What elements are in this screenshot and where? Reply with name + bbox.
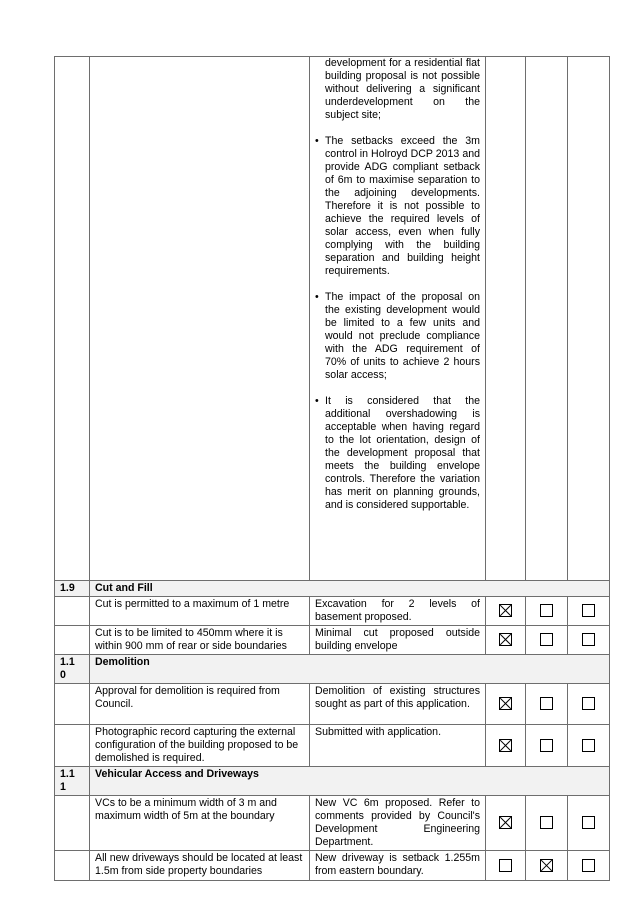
- control-text: Photographic record capturing the external configuration of the building proposed to be demolished is required.: [90, 725, 310, 767]
- continued-row: [55, 57, 610, 581]
- checkbox-icon[interactable]: [582, 604, 595, 617]
- section-number: 1.9: [55, 581, 90, 597]
- table-row: [55, 626, 610, 655]
- section-header: [55, 655, 610, 684]
- proposal-text: Minimal cut proposed outside building envelope: [310, 626, 486, 655]
- section-header: [55, 581, 610, 597]
- control-text: Cut is to be limited to 450mm where it is within 900 mm of rear or side boundaries: [90, 626, 310, 655]
- control-text: Cut is permitted to a maximum of 1 metre: [90, 597, 310, 626]
- proposal-text: New VC 6m proposed. Refer to comments provided by Council's Development Engineering Department.: [310, 796, 486, 851]
- control-text: Approval for demolition is required from Council.: [90, 684, 310, 725]
- control-text: VCs to be a minimum width of 3 m and maximum width of 5m at the boundary: [90, 796, 310, 851]
- proposal-text: Excavation for 2 levels of basement proposed.: [310, 597, 486, 626]
- section-title: Cut and Fill: [90, 581, 610, 597]
- table-row: [55, 851, 610, 881]
- justification-list: [315, 57, 480, 512]
- checked-box-icon[interactable]: [499, 697, 512, 710]
- section-title: Vehicular Access and Driveways: [90, 767, 610, 796]
- checkbox-icon[interactable]: [540, 604, 553, 617]
- checkbox-icon[interactable]: [582, 739, 595, 752]
- table-row: [55, 597, 610, 626]
- checkbox-icon[interactable]: [582, 816, 595, 829]
- table-row: [55, 684, 610, 725]
- list-item: • The impact of the proposal on the existing development would be limited to a few units and would not preclude compliance with the ADG requirement of 70% of units to achieve 2 hours solar access;: [315, 291, 480, 382]
- checkbox-icon[interactable]: [540, 739, 553, 752]
- section-number: 1.1 0: [55, 655, 90, 684]
- control-text: All new driveways should be located at least 1.5m from side property boundaries: [90, 851, 310, 881]
- checkbox-icon[interactable]: [582, 697, 595, 710]
- checked-box-icon[interactable]: [540, 859, 553, 872]
- list-item: • The setbacks exceed the 3m control in Holroyd DCP 2013 and provide ADG compliant setback of 6m to maximise separation to the adjoining developments. Therefore it is not possible to achieve the required levels of solar access, even when fully complying with the building separation and building height requirements.: [315, 135, 480, 278]
- checkbox-icon[interactable]: [540, 633, 553, 646]
- list-item: development for a residential flat building proposal is not possible without delivering a significant underdevelopment on the subject site;: [325, 57, 480, 121]
- section-header: [55, 767, 610, 796]
- proposal-text: New driveway is setback 1.255m from eastern boundary.: [310, 851, 486, 881]
- proposal-text: Demolition of existing structures sought as part of this application.: [310, 684, 486, 725]
- justification-cell: [310, 57, 486, 581]
- section-number: 1.1 1: [55, 767, 90, 796]
- checkbox-icon[interactable]: [582, 859, 595, 872]
- table-row: [55, 725, 610, 767]
- section-title: Demolition: [90, 655, 610, 684]
- table-row: [55, 796, 610, 851]
- checked-box-icon[interactable]: [499, 604, 512, 617]
- checkbox-icon[interactable]: [540, 697, 553, 710]
- checked-box-icon[interactable]: [499, 633, 512, 646]
- list-item: • It is considered that the additional overshadowing is acceptable when having regard to the lot orientation, design of the development proposal that meets the building envelope controls. Therefore the variation has merit on planning grounds, and is considered supportable.: [315, 395, 480, 512]
- checkbox-icon[interactable]: [582, 633, 595, 646]
- checkbox-icon[interactable]: [499, 859, 512, 872]
- proposal-text: Submitted with application.: [310, 725, 486, 767]
- checked-box-icon[interactable]: [499, 739, 512, 752]
- checkbox-icon[interactable]: [540, 816, 553, 829]
- checked-box-icon[interactable]: [499, 816, 512, 829]
- compliance-table: [54, 56, 610, 881]
